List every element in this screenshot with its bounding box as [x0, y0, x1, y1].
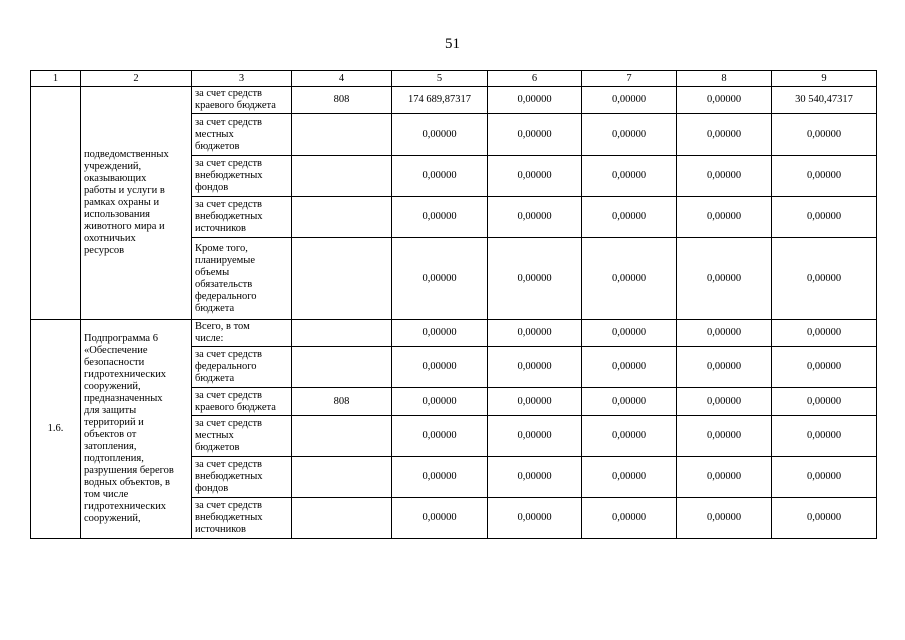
value-cell: 0,00000 [677, 388, 772, 416]
value-cell: 0,00000 [677, 197, 772, 238]
column-header: 3 [192, 71, 292, 87]
value-cell: 0,00000 [582, 238, 677, 320]
budget-table [30, 70, 877, 539]
program-name: подведомственных учреждений, оказывающих работы и услуги в рамках охраны и использования животного мира и охотничьих ресурсов [81, 87, 192, 320]
value-cell: 0,00000 [488, 498, 582, 539]
funding-source: за счет средств внебюджетных источников [192, 197, 292, 238]
funding-source: за счет средств местных бюджетов [192, 416, 292, 457]
value-cell: 0,00000 [392, 388, 488, 416]
column-header: 4 [292, 71, 392, 87]
value-cell: 0,00000 [582, 347, 677, 388]
column-header: 2 [81, 71, 192, 87]
value-cell: 0,00000 [488, 238, 582, 320]
column-header: 1 [31, 71, 81, 87]
table-row [31, 320, 877, 347]
value-cell: 0,00000 [488, 114, 582, 156]
value-cell: 0,00000 [392, 498, 488, 539]
value-cell: 0,00000 [677, 498, 772, 539]
value-cell: 0,00000 [677, 87, 772, 114]
code-cell [292, 347, 392, 388]
row-index [31, 87, 81, 320]
value-cell: 0,00000 [392, 238, 488, 320]
page-number: 51 [445, 36, 460, 52]
value-cell: 0,00000 [582, 416, 677, 457]
code-cell [292, 320, 392, 347]
row-index: 1.6. [31, 320, 81, 539]
value-cell: 0,00000 [392, 416, 488, 457]
value-cell: 0,00000 [677, 457, 772, 498]
value-cell: 0,00000 [392, 197, 488, 238]
value-cell: 0,00000 [488, 156, 582, 197]
value-cell: 0,00000 [488, 197, 582, 238]
funding-source: за счет средств местных бюджетов [192, 114, 292, 156]
value-cell: 0,00000 [582, 457, 677, 498]
value-cell: 0,00000 [772, 114, 877, 156]
value-cell: 0,00000 [677, 320, 772, 347]
code-cell [292, 156, 392, 197]
value-cell: 0,00000 [392, 320, 488, 347]
value-cell: 0,00000 [582, 87, 677, 114]
value-cell: 174 689,87317 [392, 87, 488, 114]
value-cell: 0,00000 [677, 238, 772, 320]
value-cell: 30 540,47317 [772, 87, 877, 114]
value-cell: 0,00000 [392, 457, 488, 498]
value-cell: 0,00000 [772, 457, 877, 498]
value-cell: 0,00000 [677, 347, 772, 388]
table-row [31, 87, 877, 114]
header-row [31, 71, 877, 87]
value-cell: 0,00000 [582, 320, 677, 347]
funding-source: за счет средств внебюджетных фондов [192, 156, 292, 197]
value-cell: 0,00000 [488, 416, 582, 457]
value-cell: 0,00000 [582, 388, 677, 416]
code-cell: 808 [292, 388, 392, 416]
value-cell: 0,00000 [582, 114, 677, 156]
funding-source: за счет средств краевого бюджета [192, 388, 292, 416]
value-cell: 0,00000 [488, 320, 582, 347]
value-cell: 0,00000 [772, 388, 877, 416]
value-cell: 0,00000 [582, 156, 677, 197]
value-cell: 0,00000 [488, 87, 582, 114]
funding-source: за счет средств краевого бюджета [192, 87, 292, 114]
value-cell: 0,00000 [772, 197, 877, 238]
funding-source: Всего, в том числе: [192, 320, 292, 347]
value-cell: 0,00000 [488, 347, 582, 388]
column-header: 7 [582, 71, 677, 87]
value-cell: 0,00000 [772, 156, 877, 197]
code-cell [292, 114, 392, 156]
funding-source: за счет средств внебюджетных фондов [192, 457, 292, 498]
value-cell: 0,00000 [392, 347, 488, 388]
value-cell: 0,00000 [677, 416, 772, 457]
value-cell: 0,00000 [772, 347, 877, 388]
column-header: 9 [772, 71, 877, 87]
value-cell: 0,00000 [392, 114, 488, 156]
value-cell: 0,00000 [392, 156, 488, 197]
funding-source: за счет средств внебюджетных источников [192, 498, 292, 539]
column-header: 5 [392, 71, 488, 87]
value-cell: 0,00000 [677, 114, 772, 156]
program-name: Подпрограмма 6 «Обеспечение безопасности гидротехнических сооружений, предназначенных для защиты территорий и объектов от затопления, подтопления, разрушения берегов водных объектов, в том числе гидротехнических сооружений, [81, 320, 192, 539]
value-cell: 0,00000 [772, 320, 877, 347]
value-cell: 0,00000 [488, 457, 582, 498]
value-cell: 0,00000 [582, 197, 677, 238]
code-cell [292, 498, 392, 539]
column-header: 6 [488, 71, 582, 87]
column-header: 8 [677, 71, 772, 87]
funding-source: Кроме того, планируемые объемы обязательств федерального бюджета [192, 238, 292, 320]
funding-source: за счет средств федерального бюджета [192, 347, 292, 388]
code-cell: 808 [292, 87, 392, 114]
code-cell [292, 238, 392, 320]
value-cell: 0,00000 [772, 416, 877, 457]
value-cell: 0,00000 [488, 388, 582, 416]
value-cell: 0,00000 [772, 238, 877, 320]
code-cell [292, 197, 392, 238]
value-cell: 0,00000 [677, 156, 772, 197]
code-cell [292, 457, 392, 498]
value-cell: 0,00000 [582, 498, 677, 539]
value-cell: 0,00000 [772, 498, 877, 539]
code-cell [292, 416, 392, 457]
